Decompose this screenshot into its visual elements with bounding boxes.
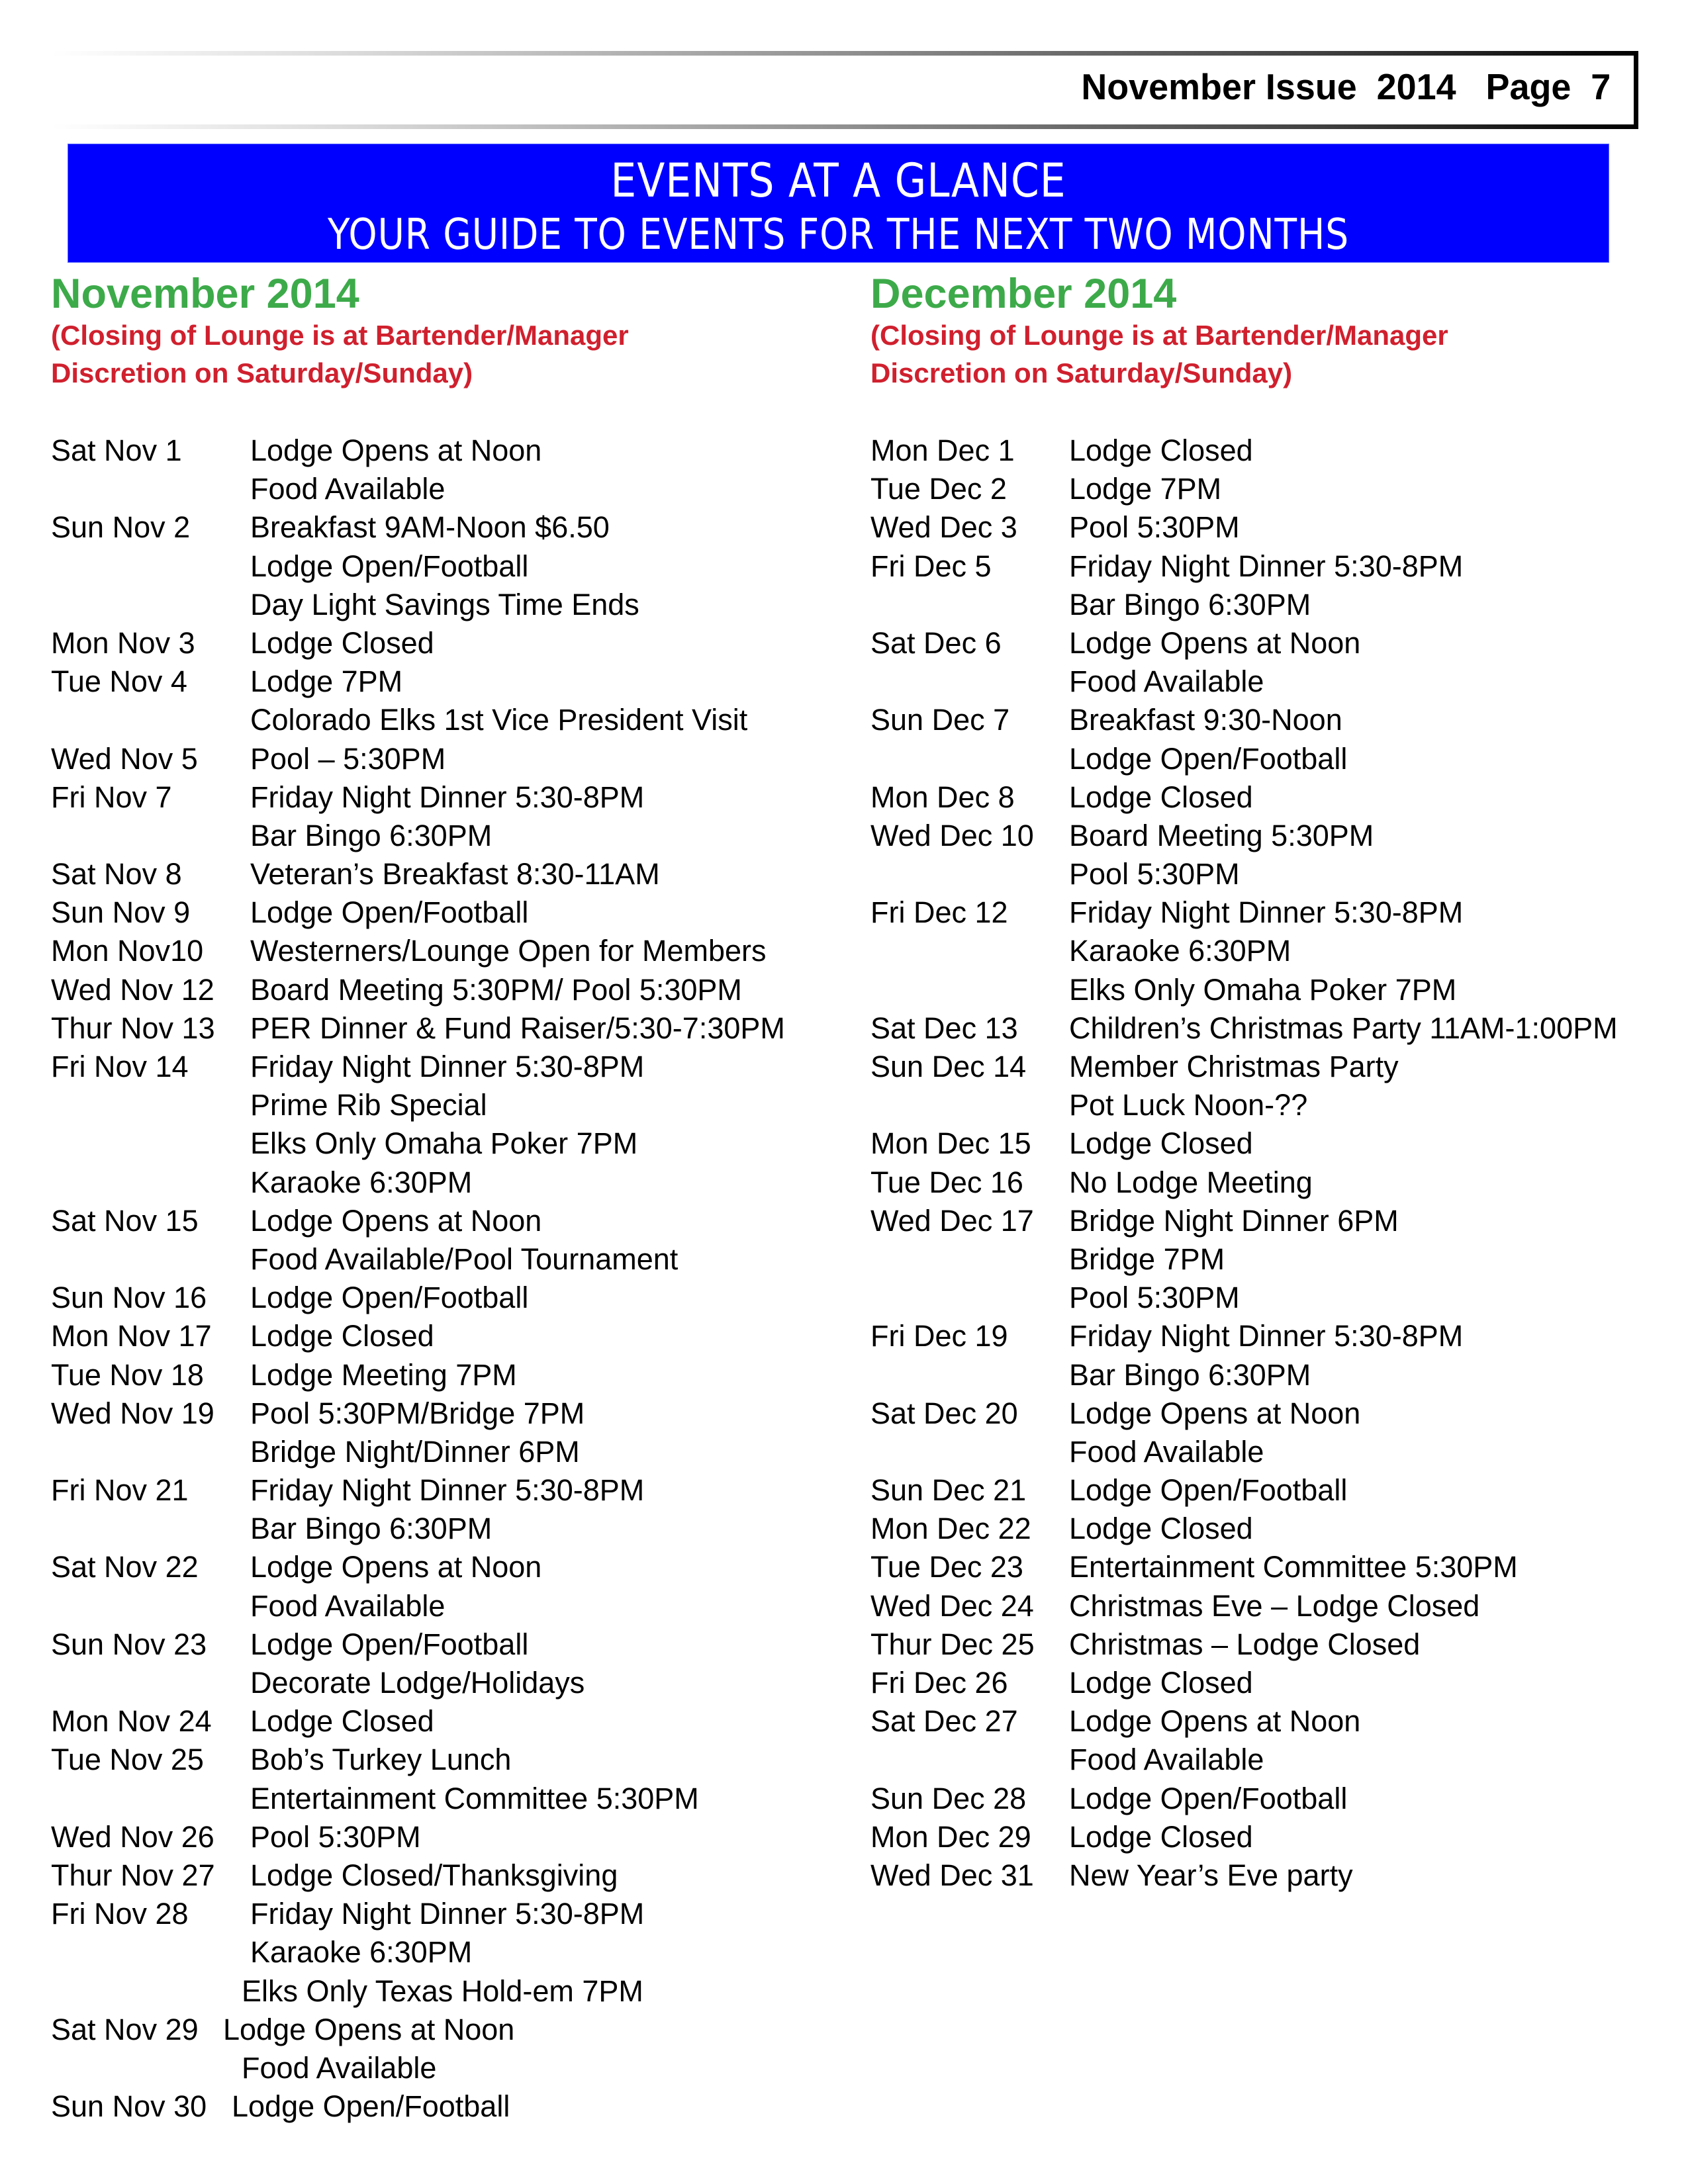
event-date: Fri Nov 14 [51,1050,189,1083]
event-date: Sat Nov 1 [51,433,182,467]
event-date: Sat Dec 20 [870,1396,1018,1430]
event-description: Friday Night Dinner 5:30-8PM [250,1050,645,1083]
event-description: Lodge Opens at Noon [250,1203,542,1238]
event-description: Lodge Opens at Noon [1069,625,1361,660]
event-date: Tue Dec 2 [870,472,1007,506]
december-note-line1: (Closing of Lounge is at Bartender/Manager [870,320,1448,351]
event-description: Lodge Open/Football [250,1281,529,1315]
event-date: Sat Nov 29 [51,2012,199,2046]
event-description: Decorate Lodge/Holidays [250,1666,585,1700]
event-date: Wed Nov 19 [51,1396,214,1430]
event-date: Sun Dec 21 [870,1473,1027,1508]
event-description: Elks Only Omaha Poker 7PM [250,1126,638,1161]
event-description: Pot Luck Noon-?? [1069,1088,1308,1122]
event-description: Lodge Open/Football [1069,1781,1348,1815]
issue-page-label: November Issue 2014 Page 7 [1081,66,1611,107]
event-description: Karaoke 6:30PM [250,1935,473,1970]
event-description: Lodge Opens at Noon [250,1550,542,1584]
event-description: Lodge 7PM [250,664,403,699]
event-date: Mon Nov10 [51,934,204,968]
event-date: Sun Dec 28 [870,1781,1027,1815]
event-date: Mon Dec 8 [870,780,1015,814]
event-description: Karaoke 6:30PM [1069,934,1291,968]
event-date: Mon Nov 17 [51,1319,212,1353]
december-note-line2: Discretion on Saturday/Sunday) [870,357,1293,388]
event-description: Lodge Closed [250,1319,434,1353]
event-description: Board Meeting 5:30PM/ Pool 5:30PM [250,972,742,1007]
event-date: Sun Nov 16 [51,1281,207,1315]
event-date: Wed Dec 24 [870,1588,1034,1623]
event-description: Entertainment Committee 5:30PM [1069,1550,1518,1584]
event-description: Pool 5:30PM/Bridge 7PM [250,1396,585,1430]
november-heading: November 2014 [51,271,359,317]
event-date: Tue Nov 25 [51,1743,204,1777]
event-description: Bridge Night/Dinner 6PM [250,1434,580,1469]
header-bottom-rule [52,124,1638,129]
event-description: Children’s Christmas Party 11AM-1:00PM [1069,1011,1618,1045]
event-description: Westerners/Lounge Open for Members [250,934,767,968]
banner-subtitle: YOUR GUIDE TO EVENTS FOR THE NEXT TWO MONTHS [327,210,1350,259]
event-date: Mon Dec 1 [870,433,1015,467]
event-date: Wed Dec 31 [870,1858,1034,1892]
event-description: Christmas – Lodge Closed [1069,1627,1421,1661]
event-description: Elks Only Texas Hold-em 7PM [242,1974,643,2008]
event-date: Wed Nov 5 [51,741,198,776]
event-date: Fri Nov 28 [51,1897,189,1931]
event-description: Food Available [250,1588,445,1623]
event-date: Mon Nov 3 [51,625,195,660]
event-description: Bar Bingo 6:30PM [1069,587,1311,621]
event-description: Food Available [1069,1434,1264,1469]
event-description: Christmas Eve – Lodge Closed [1069,1588,1480,1623]
event-description: Day Light Savings Time Ends [250,587,639,621]
event-date: Tue Dec 16 [870,1165,1023,1199]
event-date: Wed Dec 17 [870,1203,1034,1238]
event-description: Board Meeting 5:30PM [1069,818,1374,852]
november-note-line1: (Closing of Lounge is at Bartender/Manager [51,320,629,351]
event-description: Bar Bingo 6:30PM [250,818,492,852]
event-description: Lodge Open/Football [250,1627,529,1661]
event-description: Friday Night Dinner 5:30-8PM [250,780,645,814]
event-description: Pool 5:30PM [250,1819,421,1854]
event-date: Sun Nov 9 [51,895,191,930]
event-description: Lodge Closed [250,1704,434,1739]
event-date: Thur Nov 13 [51,1011,215,1045]
event-date: Tue Nov 4 [51,664,187,699]
event-date: Fri Dec 19 [870,1319,1008,1353]
event-date: Fri Dec 12 [870,895,1008,930]
event-date: Tue Nov 18 [51,1357,204,1392]
event-date: Sun Nov 23 [51,1627,207,1661]
event-description: Friday Night Dinner 5:30-8PM [250,1473,645,1508]
events-banner [68,144,1609,263]
event-date: Mon Dec 22 [870,1512,1031,1546]
event-description: Elks Only Omaha Poker 7PM [1069,972,1457,1007]
event-description: Pool 5:30PM [1069,1281,1240,1315]
event-description: PER Dinner & Fund Raiser/5:30-7:30PM [250,1011,785,1045]
event-description: Breakfast 9:30-Noon [1069,703,1342,737]
event-description: Lodge Meeting 7PM [250,1357,517,1392]
event-date: Sat Dec 27 [870,1704,1018,1739]
december-heading: December 2014 [870,271,1177,317]
event-description: Pool 5:30PM [1069,857,1240,891]
event-date: Sun Nov 2 [51,510,191,545]
event-description: Entertainment Committee 5:30PM [250,1781,699,1815]
event-date: Fri Nov 21 [51,1473,189,1508]
event-description: Lodge Opens at Noon [1069,1396,1361,1430]
event-description: Bridge 7PM [1069,1242,1225,1276]
event-description: Friday Night Dinner 5:30-8PM [1069,549,1464,583]
event-description: Lodge Closed/Thanksgiving [250,1858,618,1892]
header-top-rule [52,51,1638,56]
event-date: Wed Nov 12 [51,972,214,1007]
event-date: Fri Dec 5 [870,549,992,583]
event-date: Sat Dec 6 [870,625,1002,660]
event-description: New Year’s Eve party [1069,1858,1353,1892]
event-description: Food Available [1069,1743,1264,1777]
event-description: Lodge Open/Football [232,2089,510,2124]
event-description: Lodge Open/Football [250,549,529,583]
page-header [52,51,1638,129]
event-description: Pool 5:30PM [1069,510,1240,545]
event-description: Lodge Closed [250,625,434,660]
event-date: Wed Dec 10 [870,818,1034,852]
event-description: Lodge Open/Football [1069,741,1348,776]
event-description: Lodge Closed [1069,1512,1253,1546]
event-date: Wed Nov 26 [51,1819,214,1854]
event-date: Thur Nov 27 [51,1858,215,1892]
event-date: Sat Nov 15 [51,1203,199,1238]
event-date: Mon Dec 29 [870,1819,1031,1854]
event-date: Fri Dec 26 [870,1666,1008,1700]
event-date: Tue Dec 23 [870,1550,1023,1584]
event-description: Lodge 7PM [1069,472,1222,506]
event-date: Thur Dec 25 [870,1627,1035,1661]
banner-title: EVENTS AT A GLANCE [610,154,1066,208]
event-description: Lodge Closed [1069,780,1253,814]
event-description: Lodge Opens at Noon [1069,1704,1361,1739]
event-description: Veteran’s Breakfast 8:30-11AM [250,857,660,891]
event-date: Mon Nov 24 [51,1704,212,1739]
event-date: Sat Nov 8 [51,857,182,891]
event-description: Lodge Open/Football [250,895,529,930]
event-description: Member Christmas Party [1069,1050,1399,1083]
event-date: Sun Dec 14 [870,1050,1027,1083]
event-description: Pool – 5:30PM [250,741,446,776]
event-description: Karaoke 6:30PM [250,1165,473,1199]
event-date: Sat Dec 13 [870,1011,1018,1045]
event-description: Lodge Closed [1069,1666,1253,1700]
event-date: Mon Dec 15 [870,1126,1031,1161]
event-description: Lodge Closed [1069,433,1253,467]
event-date: Sat Nov 22 [51,1550,199,1584]
event-description: Food Available [250,472,445,506]
event-description: Bridge Night Dinner 6PM [1069,1203,1399,1238]
event-description: Bar Bingo 6:30PM [250,1512,492,1546]
event-description: Friday Night Dinner 5:30-8PM [250,1897,645,1931]
event-description: No Lodge Meeting [1069,1165,1313,1199]
event-date: Fri Nov 7 [51,780,172,814]
event-date: Sun Dec 7 [870,703,1010,737]
event-description: Colorado Elks 1st Vice President Visit [250,703,748,737]
november-note-line2: Discretion on Saturday/Sunday) [51,357,473,388]
event-description: Bar Bingo 6:30PM [1069,1357,1311,1392]
event-description: Lodge Open/Football [1069,1473,1348,1508]
event-description: Food Available/Pool Tournament [250,1242,679,1276]
event-description: Food Available [242,2050,437,2085]
event-description: Food Available [1069,664,1264,699]
event-date: Sun Nov 30 [51,2089,207,2124]
header-right-rule [1634,51,1638,129]
event-description: Breakfast 9AM-Noon $6.50 [250,510,610,545]
event-description: Lodge Opens at Noon [250,433,542,467]
event-description: Lodge Closed [1069,1126,1253,1161]
event-description: Friday Night Dinner 5:30-8PM [1069,1319,1464,1353]
event-description: Lodge Opens at Noon [223,2012,515,2046]
event-date: Wed Dec 3 [870,510,1017,545]
event-description: Bob’s Turkey Lunch [250,1743,512,1777]
event-description: Friday Night Dinner 5:30-8PM [1069,895,1464,930]
event-description: Prime Rib Special [250,1088,487,1122]
event-description: Lodge Closed [1069,1819,1253,1854]
